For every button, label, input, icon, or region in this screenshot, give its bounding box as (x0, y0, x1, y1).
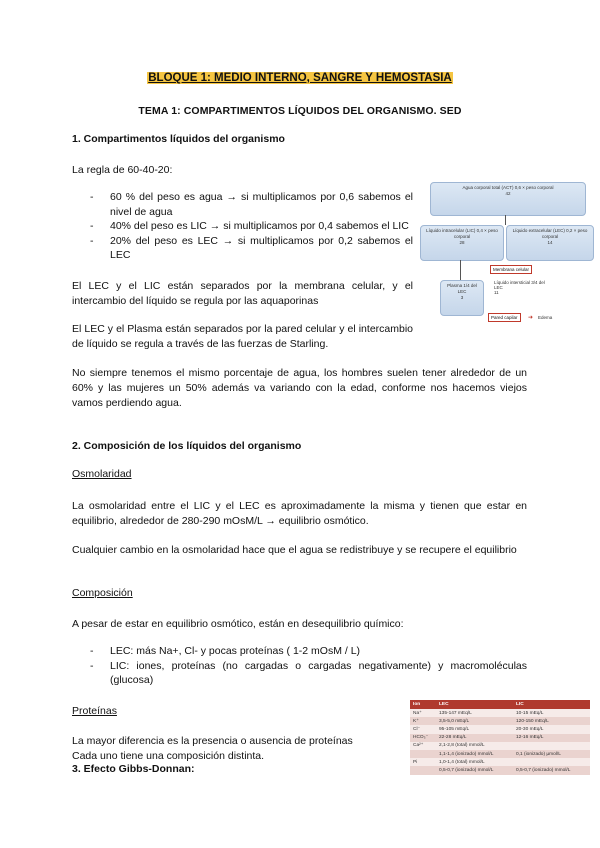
table-header-cell: LIC (513, 700, 590, 709)
composition-list (90, 644, 527, 688)
table-cell: 1,1-1,4 (ionizado) mmol/L (436, 750, 513, 758)
composition-bullet: - LEC: más Na+, Cl- y pocas proteínas ( 1-2 mOsM / L) (90, 644, 527, 659)
block-title: BLOQUE 1: MEDIO INTERNO, SANGRE Y HEMOSTASIA (148, 72, 452, 84)
table-header-row (410, 700, 590, 709)
section3-heading: 3. Efecto Gibbs-Donnan: (72, 763, 195, 775)
rule-bullet: - 60 % del peso es agua → si multiplicamos por 0,6 sabemos el nivel de agua (90, 190, 413, 219)
membrane-paragraph: El LEC y el LIC están separados por la membrana celular, y el intercambio del líquido se regula por las aquaporinas (72, 280, 413, 307)
diagram-plasma-box: Plasma 1/4 del LEC 3 (440, 280, 484, 316)
table-cell: 12-16 mEq/L (513, 734, 590, 742)
table-row (410, 734, 590, 742)
water-percentage-paragraph: No siempre tenemos el mismo porcentaje de agua, los hombres suelen tener alrededor de un 60% y las mujeres un 50% además va variando con la edad, conforme nos hacemos viejos vamos perdiendo agua. (72, 367, 527, 409)
rule-bullet: - 20% del peso es LEC → si multiplicamos por 0,2 sabemos el LEC (90, 234, 413, 263)
diagram-total-water-box: Agua corporal total (ACT) 0,6 × peso corporal 42 (430, 182, 586, 216)
table-cell: 0,5-0,7 (ionizado) mmol/L (513, 766, 590, 774)
table-row (410, 766, 590, 774)
table-cell (513, 758, 590, 766)
table-header-cell: LEC (436, 700, 513, 709)
rule-list (90, 190, 413, 263)
composition-paragraph: A pesar de estar en equilibrio osmótico, están en desequilibrio químico: (72, 618, 404, 630)
table-cell (410, 750, 436, 758)
table-cell (410, 766, 436, 774)
section2-heading: 2. Composición de los líquidos del organismo (72, 440, 302, 452)
diagram-membrane-label: Membrana celular (490, 265, 532, 274)
table-cell: 135-147 mEq/L (436, 709, 513, 717)
table-cell: 1,0-1,4 (total) mmol/L (436, 758, 513, 766)
table-row (410, 742, 590, 750)
section1-heading: 1. Compartimentos líquidos del organismo (72, 133, 285, 145)
diagram-arrow-icon: ➜ (528, 315, 534, 321)
diagram-connector (505, 215, 506, 225)
diagram-capillary-label: Pared capilar (488, 313, 521, 322)
diagram-edema-text: Edema (538, 315, 553, 320)
table-header-cell: Ion (410, 700, 436, 709)
proteins-paragraph-1: La mayor diferencia es la presencia o ausencia de proteínas (72, 735, 353, 747)
table-cell: 10-15 mEq/L (513, 709, 590, 717)
table-cell (513, 742, 590, 750)
composition-bullet: - LIC: iones, proteínas (no cargadas o cargadas negativamente) y macromoléculas (glucosa) (90, 659, 527, 688)
diagram-lic-box: Líquido intracelular (LIC) 0,4 × peso corporal 28 (420, 225, 504, 261)
table-cell: 2,1-2,8 (total) mmol/L (436, 742, 513, 750)
table-cell: 22-28 mEq/L (436, 734, 513, 742)
diagram-connector (460, 260, 461, 280)
proteins-title: Proteínas (72, 705, 117, 717)
plasma-paragraph: El LEC y el Plasma están separados por la pared celular y el intercambio de líquido se regula a través de las fuerzas de Starling. (72, 323, 413, 350)
table-cell: Pi (410, 758, 436, 766)
diagram-interstitial-text: Líquido intersticial 3/4 del LEC 11 (494, 280, 545, 295)
table-cell: HCO₃⁻ (410, 734, 436, 742)
table-cell: 95-105 mEq/L (436, 725, 513, 733)
table-cell: K⁺ (410, 717, 436, 725)
tema-title: TEMA 1: COMPARTIMENTOS LÍQUIDOS DEL ORGANISMO. SED (138, 105, 462, 117)
table-cell: 0,5-0,7 (ionizado) mmol/L (436, 766, 513, 774)
compartments-diagram (420, 180, 595, 330)
proteins-paragraph-2: Cada uno tiene una composición distinta. (72, 750, 265, 762)
table-cell: Ca²⁺ (410, 742, 436, 750)
osmolarity-paragraph-1: La osmolaridad entre el LIC y el LEC es aproximadamente la misma y tienen que estar en equilibrio, alrededor de 280-290 mOsM/L → equilibrio osmótico. (72, 500, 527, 527)
table-row (410, 750, 590, 758)
table-row (410, 725, 590, 733)
osmolarity-paragraph-2: Cualquier cambio en la osmolaridad hace que el agua se redistribuye y se recupere el equilibrio (72, 544, 517, 556)
table-cell: Cl⁻ (410, 725, 436, 733)
table-cell: 0,1 (ionizado) µmol/L (513, 750, 590, 758)
rule-bullet: - 40% del peso es LIC → si multiplicamos por 0,4 sabemos el LIC (90, 219, 413, 234)
table-row (410, 758, 590, 766)
table-cell: 3,5-5,0 mEq/L (436, 717, 513, 725)
composition-title: Composición (72, 587, 133, 599)
osmolarity-title: Osmolaridad (72, 468, 132, 480)
table-row (410, 709, 590, 717)
table-cell: 120-150 mEq/L (513, 717, 590, 725)
diagram-lec-box: Líquido extracelular (LEC) 0,2 × peso corporal 14 (506, 225, 594, 261)
rule-text: La regla de 60-40-20: (72, 164, 173, 176)
table-row (410, 717, 590, 725)
table-cell: Na⁺ (410, 709, 436, 717)
table-cell: 20-30 mEq/L (513, 725, 590, 733)
ion-composition-table (410, 700, 590, 775)
